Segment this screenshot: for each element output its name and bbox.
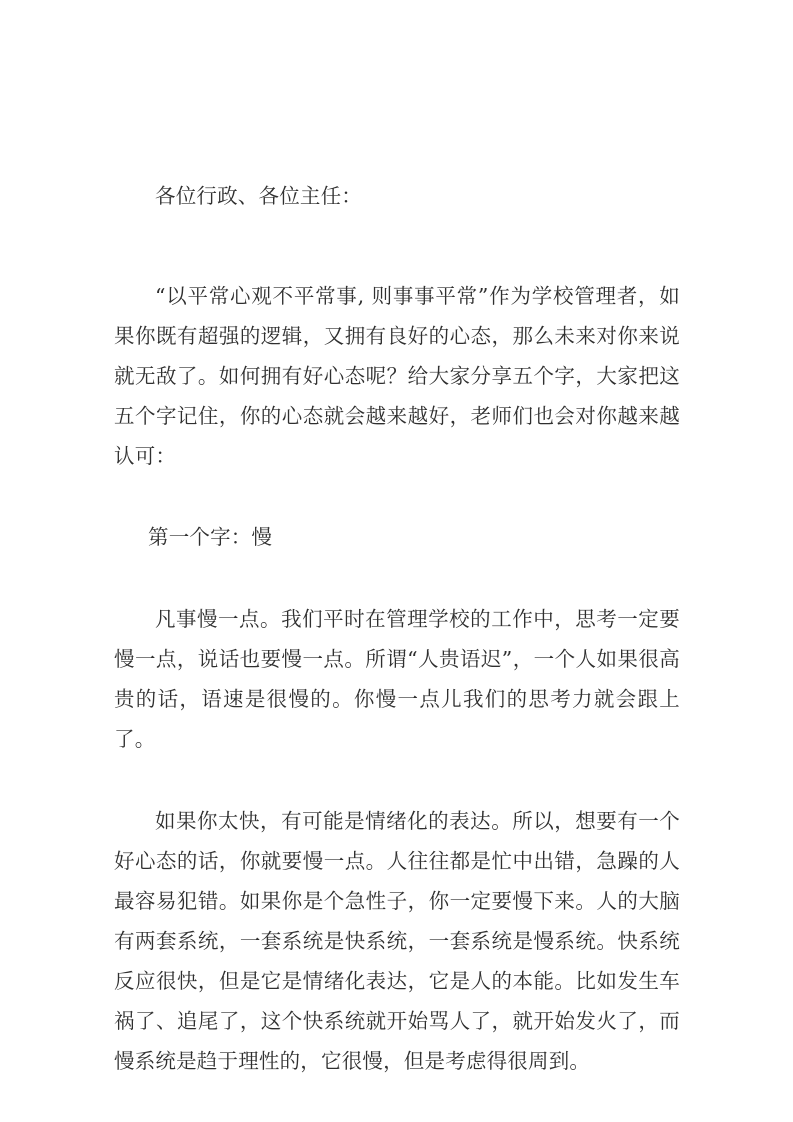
salutation-line: 各位行政、各位主任： xyxy=(155,184,362,208)
spacer-after-salutation xyxy=(114,216,680,276)
section-heading-first-character: 第一个字：慢 xyxy=(148,525,273,549)
document-text-body xyxy=(114,176,680,1081)
spacer-after-lead-paragraph xyxy=(114,476,680,517)
body-paragraph-1: 凡事慢一点。我们平时在管理学校的工作中，思考一定要慢一点，说话也要慢一点。所谓“人贵语迟”，一个人如果很高贵的话，语速是很慢的。你慢一点儿我们的思考力就会跟上了。 xyxy=(114,607,680,751)
lead-paragraph: “以平常心观不平常事, 则事事平常”作为学校管理者，如果你既有超强的逻辑，又拥有良好的心态，那么未来对你来说就无敌了。如何拥有好心态呢？给大家分享五个字，大家把这五个字记住，你的心态就会越来越好，老师们也会对你越来越认可： xyxy=(114,284,680,468)
spacer-after-paragraph-1 xyxy=(114,759,680,801)
body-paragraph-2: 如果你太快，有可能是情绪化的表达。所以，想要有一个好心态的话，你就要慢一点。人往往都是忙中出错，急躁的人最容易犯错。如果你是个急性子，你一定要慢下来。人的大脑有两套系统，一套系统是快系统，一套系统是慢系统。快系统反应很快，但是它是情绪化表达，它是人的本能。比如发生车祸了、追尾了，这个快系统就开始骂人了，就开始发火了，而慢系统是趋于理性的，它很慢，但是考虑得很周到。 xyxy=(114,809,680,1073)
spacer-after-section-heading xyxy=(114,557,680,599)
